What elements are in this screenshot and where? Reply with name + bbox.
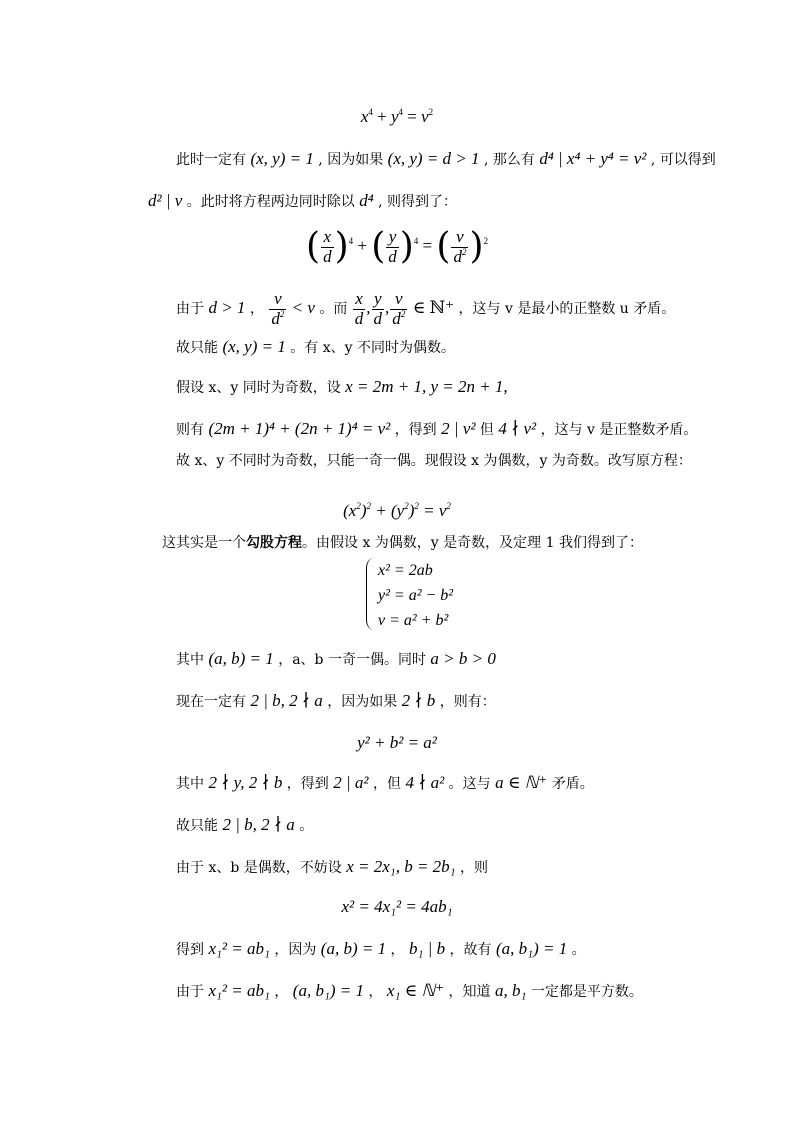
equation-rewritten: $(x^2)^2 + (y^2)^2 = v^2$ [343, 501, 451, 520]
equation-pythagorean: y² + b² = a² [357, 733, 437, 752]
paragraph-line-13: 其中 (a, b) = 1 ，a、b 一奇一偶。同时 a > b > 0 [176, 649, 496, 668]
paragraph-line-21: 由于 x₁² = ab₁ ， (a, b₁) = 1 ， x₁ ∈ ℕ⁺ ，知道 a, b₁ 一定都是平方数。 [176, 981, 643, 1000]
paragraph-line-11: 这其实是一个勾股方程。由假设 x 为偶数，y 是奇数，及定理 1 我们得到了： [162, 535, 643, 551]
equation-substitution: x² = 4x₁² = 4ab₁ [341, 897, 453, 916]
equation-divided: ( $\frac{x}{d}$ )$^4$ + ( $\frac{y}{d}$ )$^4$ = ( $\frac{v}{d^2}$ )$^2$ [306, 226, 488, 268]
brace-icon [366, 558, 375, 630]
equation-system: x² = 2ab y² = a² − b² v = a² + b² [366, 558, 466, 632]
paragraph-line-9: 故 x、y 不同时为奇数，只能一奇一偶。现假设 x 为偶数，y 为奇数。改写原方程： [176, 453, 692, 469]
paragraph-line-18: 由于 x、b 是偶数，不妨设 x = 2x₁, b = 2b₁ ，则 [176, 857, 489, 876]
paragraph-line-2: 此时一定有 (x, y) = 1 , 因为如果 (x, y) = d > 1 , 那么有 d⁴ | x⁴ + y⁴ = v² , 可以得到 [176, 149, 716, 168]
paragraph-line-3: d² | v 。此时将方程两边同时除以 d⁴ , 则得到了： [148, 191, 458, 210]
paragraph-line-20: 得到 x₁² = ab₁ ，因为 (a, b) = 1 ， b₁ | b ，故有 (a, b₁) = 1 。 [176, 939, 586, 958]
paragraph-line-6: 故只能 (x, y) = 1 。有 x、y 不同时为偶数。 [176, 337, 456, 356]
equation-main: $x^4 + y^4 = v^2$ [360, 107, 434, 126]
paragraph-line-8: 则有 (2m + 1)⁴ + (2n + 1)⁴ = v² ，得到 2 | v² 但 4 ∤ v² ，这与 v 是正整数矛盾。 [176, 419, 698, 438]
paragraph-line-7: 假设 x、y 同时为奇数，设 x = 2m + 1, y = 2n + 1, [176, 377, 508, 396]
paragraph-line-14: 现在一定有 2 | b, 2 ∤ a ，因为如果 2 ∤ b ，则有： [176, 691, 496, 710]
paragraph-line-17: 故只能 2 | b, 2 ∤ a 。 [176, 815, 314, 834]
paragraph-line-16: 其中 2 ∤ y, 2 ∤ b ，得到 2 | a² ，但 4 ∤ a² 。这与 a ∈ ℕ⁺ 矛盾。 [176, 773, 594, 792]
paragraph-line-5: 由于 d > 1 ， $\frac{v}{d^2}$ < v 。而 $\frac{x}{d}$ , $\frac{y}{d}$ , $\frac{v}{d^2}$ ∈ ℕ⁺ ，这与 v 是最小的正整数 u 矛盾。 [176, 289, 676, 328]
